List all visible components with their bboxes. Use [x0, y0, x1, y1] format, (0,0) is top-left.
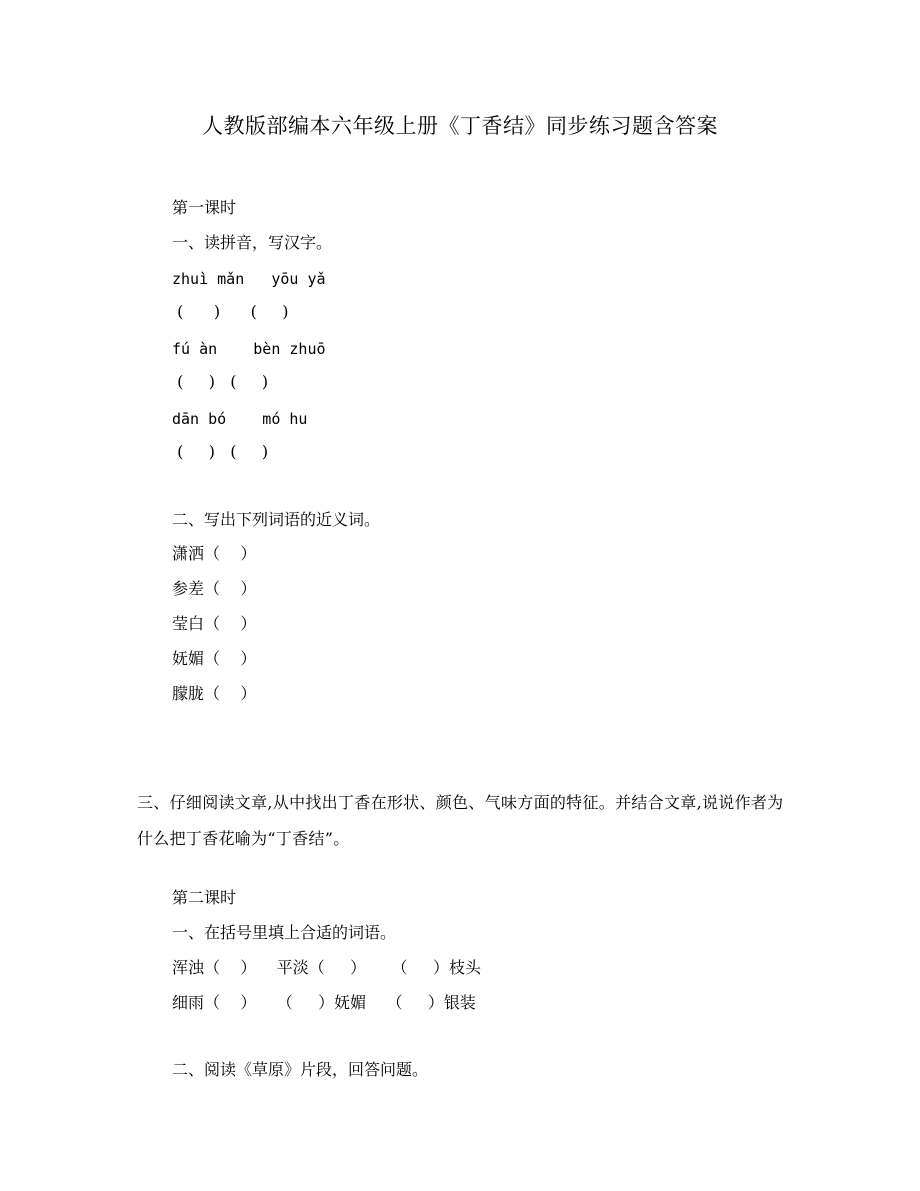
lesson2-q1-prompt: 一、在括号里填上合适的词语。: [172, 923, 397, 942]
lesson1-q2-prompt: 二、写出下列词语的近义词。: [172, 510, 381, 529]
lesson2-heading: 第二课时: [172, 888, 237, 907]
synonym-item: 潇洒（ ）: [172, 544, 257, 563]
blank-row-1: ( ) ( ): [172, 302, 289, 321]
lesson1-q1-prompt: 一、读拼音，写汉字。: [172, 233, 333, 252]
pinyin-row-1: zhuì mǎn yōu yǎ: [172, 270, 326, 288]
blank-row-2: ( ) ( ): [172, 372, 269, 391]
pinyin-row-2: fú àn bèn zhuō: [172, 340, 326, 358]
synonym-item: 参差（ ）: [172, 579, 257, 598]
lesson1-q3-text: 三、仔细阅读文章,从中找出丁香在形状、颜色、气味方面的特征。并结合文章,说说作者为什么把丁香花喻为“丁香结”。: [137, 793, 784, 848]
lesson1-heading: 第一课时: [172, 198, 237, 217]
lesson2-q2-prompt: 二、阅读《草原》片段，回答问题。: [172, 1060, 429, 1079]
fill-row-2: 细雨（ ） （ ）妩媚 （ ）银装: [172, 993, 476, 1012]
fill-row-1: 浑浊（ ） 平淡（ ） （ ）枝头: [172, 958, 481, 977]
synonym-item: 莹白（ ）: [172, 614, 257, 633]
document-title: 人教版部编本六年级上册《丁香结》同步练习题含答案: [202, 114, 718, 138]
blank-row-3: ( ) ( ): [172, 442, 269, 461]
pinyin-row-3: dān bó mó hu: [172, 410, 308, 428]
synonym-item: 妩媚（ ）: [172, 649, 257, 668]
synonym-item: 朦胧（ ）: [172, 684, 257, 703]
